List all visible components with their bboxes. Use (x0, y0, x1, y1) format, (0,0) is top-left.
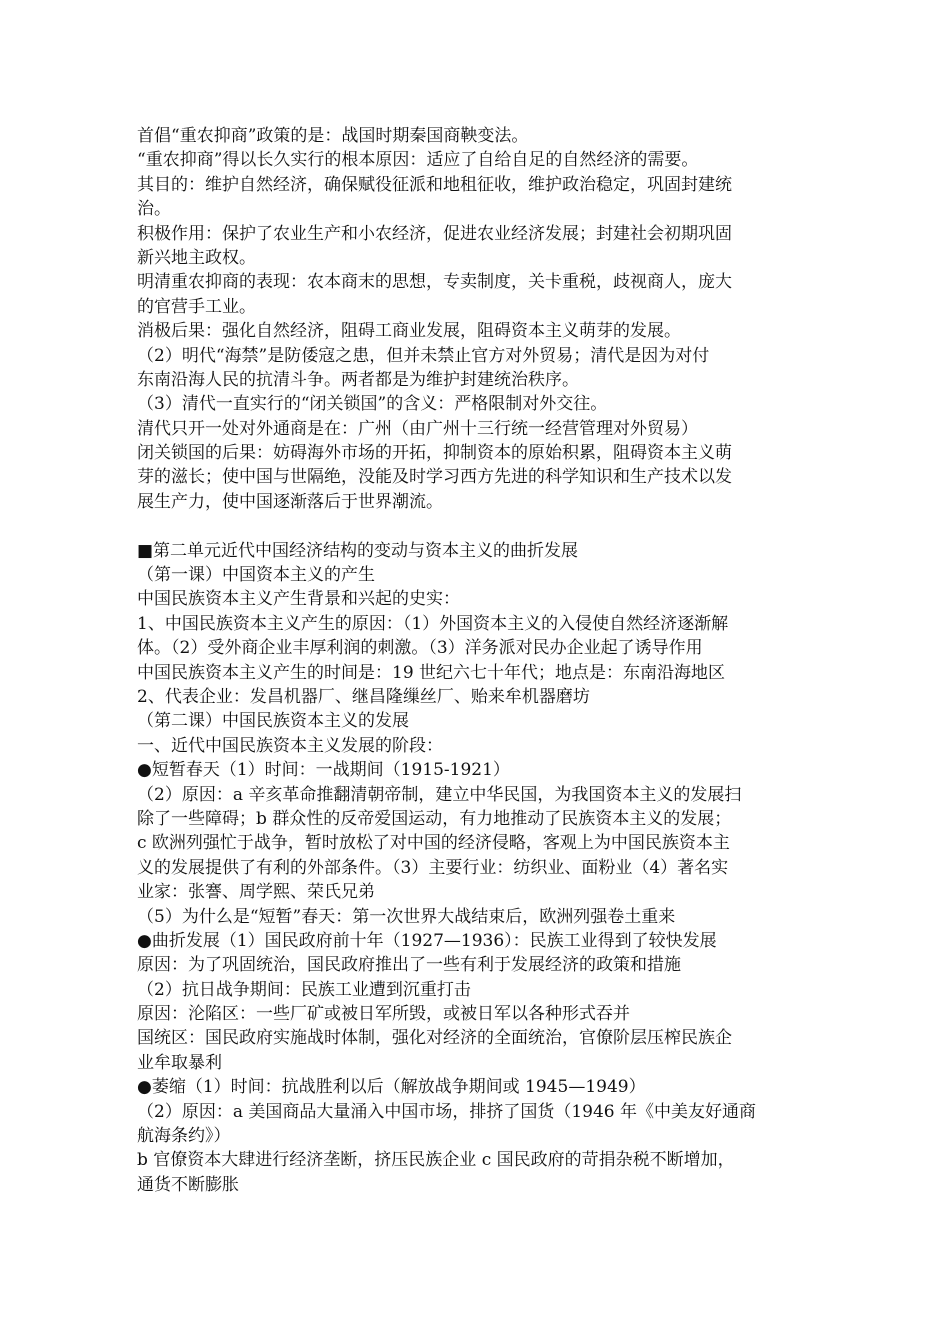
text-line: 的官营手工业。 (137, 296, 256, 317)
text-line: 东南沿海人民的抗清斗争。两者都是为维护封建统治秩序。 (137, 369, 579, 390)
text-line: 积极作用：保护了农业生产和小农经济，促进农业经济发展；封建社会初期巩固 (137, 223, 732, 244)
text-line: 一、近代中国民族资本主义发展的阶段： (137, 735, 443, 756)
text-line: 首倡“重农抑商”政策的是：战国时期秦国商鞅变法。 (137, 126, 529, 146)
text-line: “重农抑商”得以长久实行的根本原因：适应了自给自足的自然经济的需要。 (137, 150, 699, 171)
blank-line (137, 514, 817, 538)
text-line: c 欧洲列强忙于战争，暂时放松了对中国的经济侵略，客观上为中国民族资本主 (137, 833, 730, 854)
text-line: 中国民族资本主义产生的时间是：19 世纪六七十年代；地点是：东南沿海地区 (137, 662, 726, 683)
text-line: （第一课）中国资本主义的产生 (137, 565, 375, 586)
text-line: 其目的：维护自然经济，确保赋役征派和地租征收，维护政治稳定，巩固封建统 (137, 174, 732, 195)
text-line: ■第二单元近代中国经济结构的变动与资本主义的曲折发展 (137, 540, 579, 561)
text-line: 2、代表企业：发昌机器厂、继昌隆缫丝厂、贻来牟机器磨坊 (137, 686, 590, 707)
text-line: （5）为什么是“短暂”春天：第一次世界大战结束后，欧洲列强卷土重来 (137, 906, 676, 927)
text-line: 治。 (137, 199, 171, 220)
text-line: （2）明代“海禁”是防倭寇之患，但并未禁止官方对外贸易；清代是因为对付 (137, 345, 710, 366)
text-line: 航海条约》） (137, 1126, 231, 1147)
text-line: （2）原因：a 辛亥革命推翻清朝帝制，建立中华民国，为我国资本主义的发展扫 (137, 784, 742, 805)
text-line: 明清重农抑商的表现：农本商末的思想，专卖制度，关卡重税，歧视商人，庞大 (137, 272, 732, 293)
text-line: 1、中国民族资本主义产生的原因：（1）外国资本主义的入侵使自然经济逐渐解 (137, 613, 729, 634)
text-line: 闭关锁国的后果：妨碍海外市场的开拓，抑制资本的原始积累，阻碍资本主义萌 (137, 443, 732, 464)
text-line: 清代只开一处对外通商是在：广州（由广州十三行统一经营管理对外贸易） (137, 418, 698, 439)
text-line: ●曲折发展（1）国民政府前十年（1927—1936）：民族工业得到了较快发展 (137, 930, 717, 951)
text-line: 中国民族资本主义产生背景和兴起的史实： (137, 589, 460, 610)
text-line: （3）清代一直实行的“闭关锁国”的含义：严格限制对外交往。 (137, 394, 608, 415)
text-line: 除了一些障碍；b 群众性的反帝爱国运动，有力地推动了民族资本主义的发展； (137, 808, 732, 829)
text-line: ●萎缩（1）时间：抗战胜利以后（解放战争期间或 1945—1949） (137, 1077, 646, 1098)
text-line: 芽的滋长；使中国与世隔绝，没能及时学习西方先进的科学知识和生产技术以发 (137, 467, 732, 488)
text-line: 业家：张謇、周学熙、荣氏兄弟 (137, 882, 375, 903)
text-line: 消极后果：强化自然经济，阻碍工商业发展，阻碍资本主义萌芽的发展。 (137, 321, 681, 342)
text-line: 展生产力，使中国逐渐落后于世界潮流。 (137, 491, 443, 512)
text-line: 原因：沦陷区：一些厂矿或被日军所毁，或被日军以各种形式吞并 (137, 1004, 630, 1025)
text-line: ●短暂春天（1）时间：一战期间（1915-1921） (137, 760, 510, 781)
text-line: b 官僚资本大肆进行经济垄断，挤压民族企业 c 国民政府的苛捐杂税不断增加， (137, 1150, 735, 1171)
text-line: （2）原因：a 美国商品大量涌入中国市场，排挤了国货（1946 年《中美友好通商 (137, 1101, 757, 1122)
text-line: 通货不断膨胀 (137, 1174, 239, 1195)
text-line: 体。（2）受外商企业丰厚利润的刺激。（3）洋务派对民办企业起了诱导作用 (137, 638, 703, 659)
document-body (137, 124, 817, 1197)
text-line: （2）抗日战争期间：民族工业遭到沉重打击 (137, 979, 471, 1000)
text-line: 业牟取暴利 (137, 1052, 222, 1073)
text-line: 原因：为了巩固统治，国民政府推出了一些有利于发展经济的政策和措施 (137, 955, 681, 976)
text-line: 义的发展提供了有利的外部条件。（3）主要行业：纺织业、面粉业（4）著名实 (137, 857, 729, 878)
text-line: 国统区：国民政府实施战时体制，强化对经济的全面统治，官僚阶层压榨民族企 (137, 1028, 732, 1049)
text-line: 新兴地主政权。 (137, 247, 256, 268)
text-line: （第二课）中国民族资本主义的发展 (137, 711, 409, 732)
